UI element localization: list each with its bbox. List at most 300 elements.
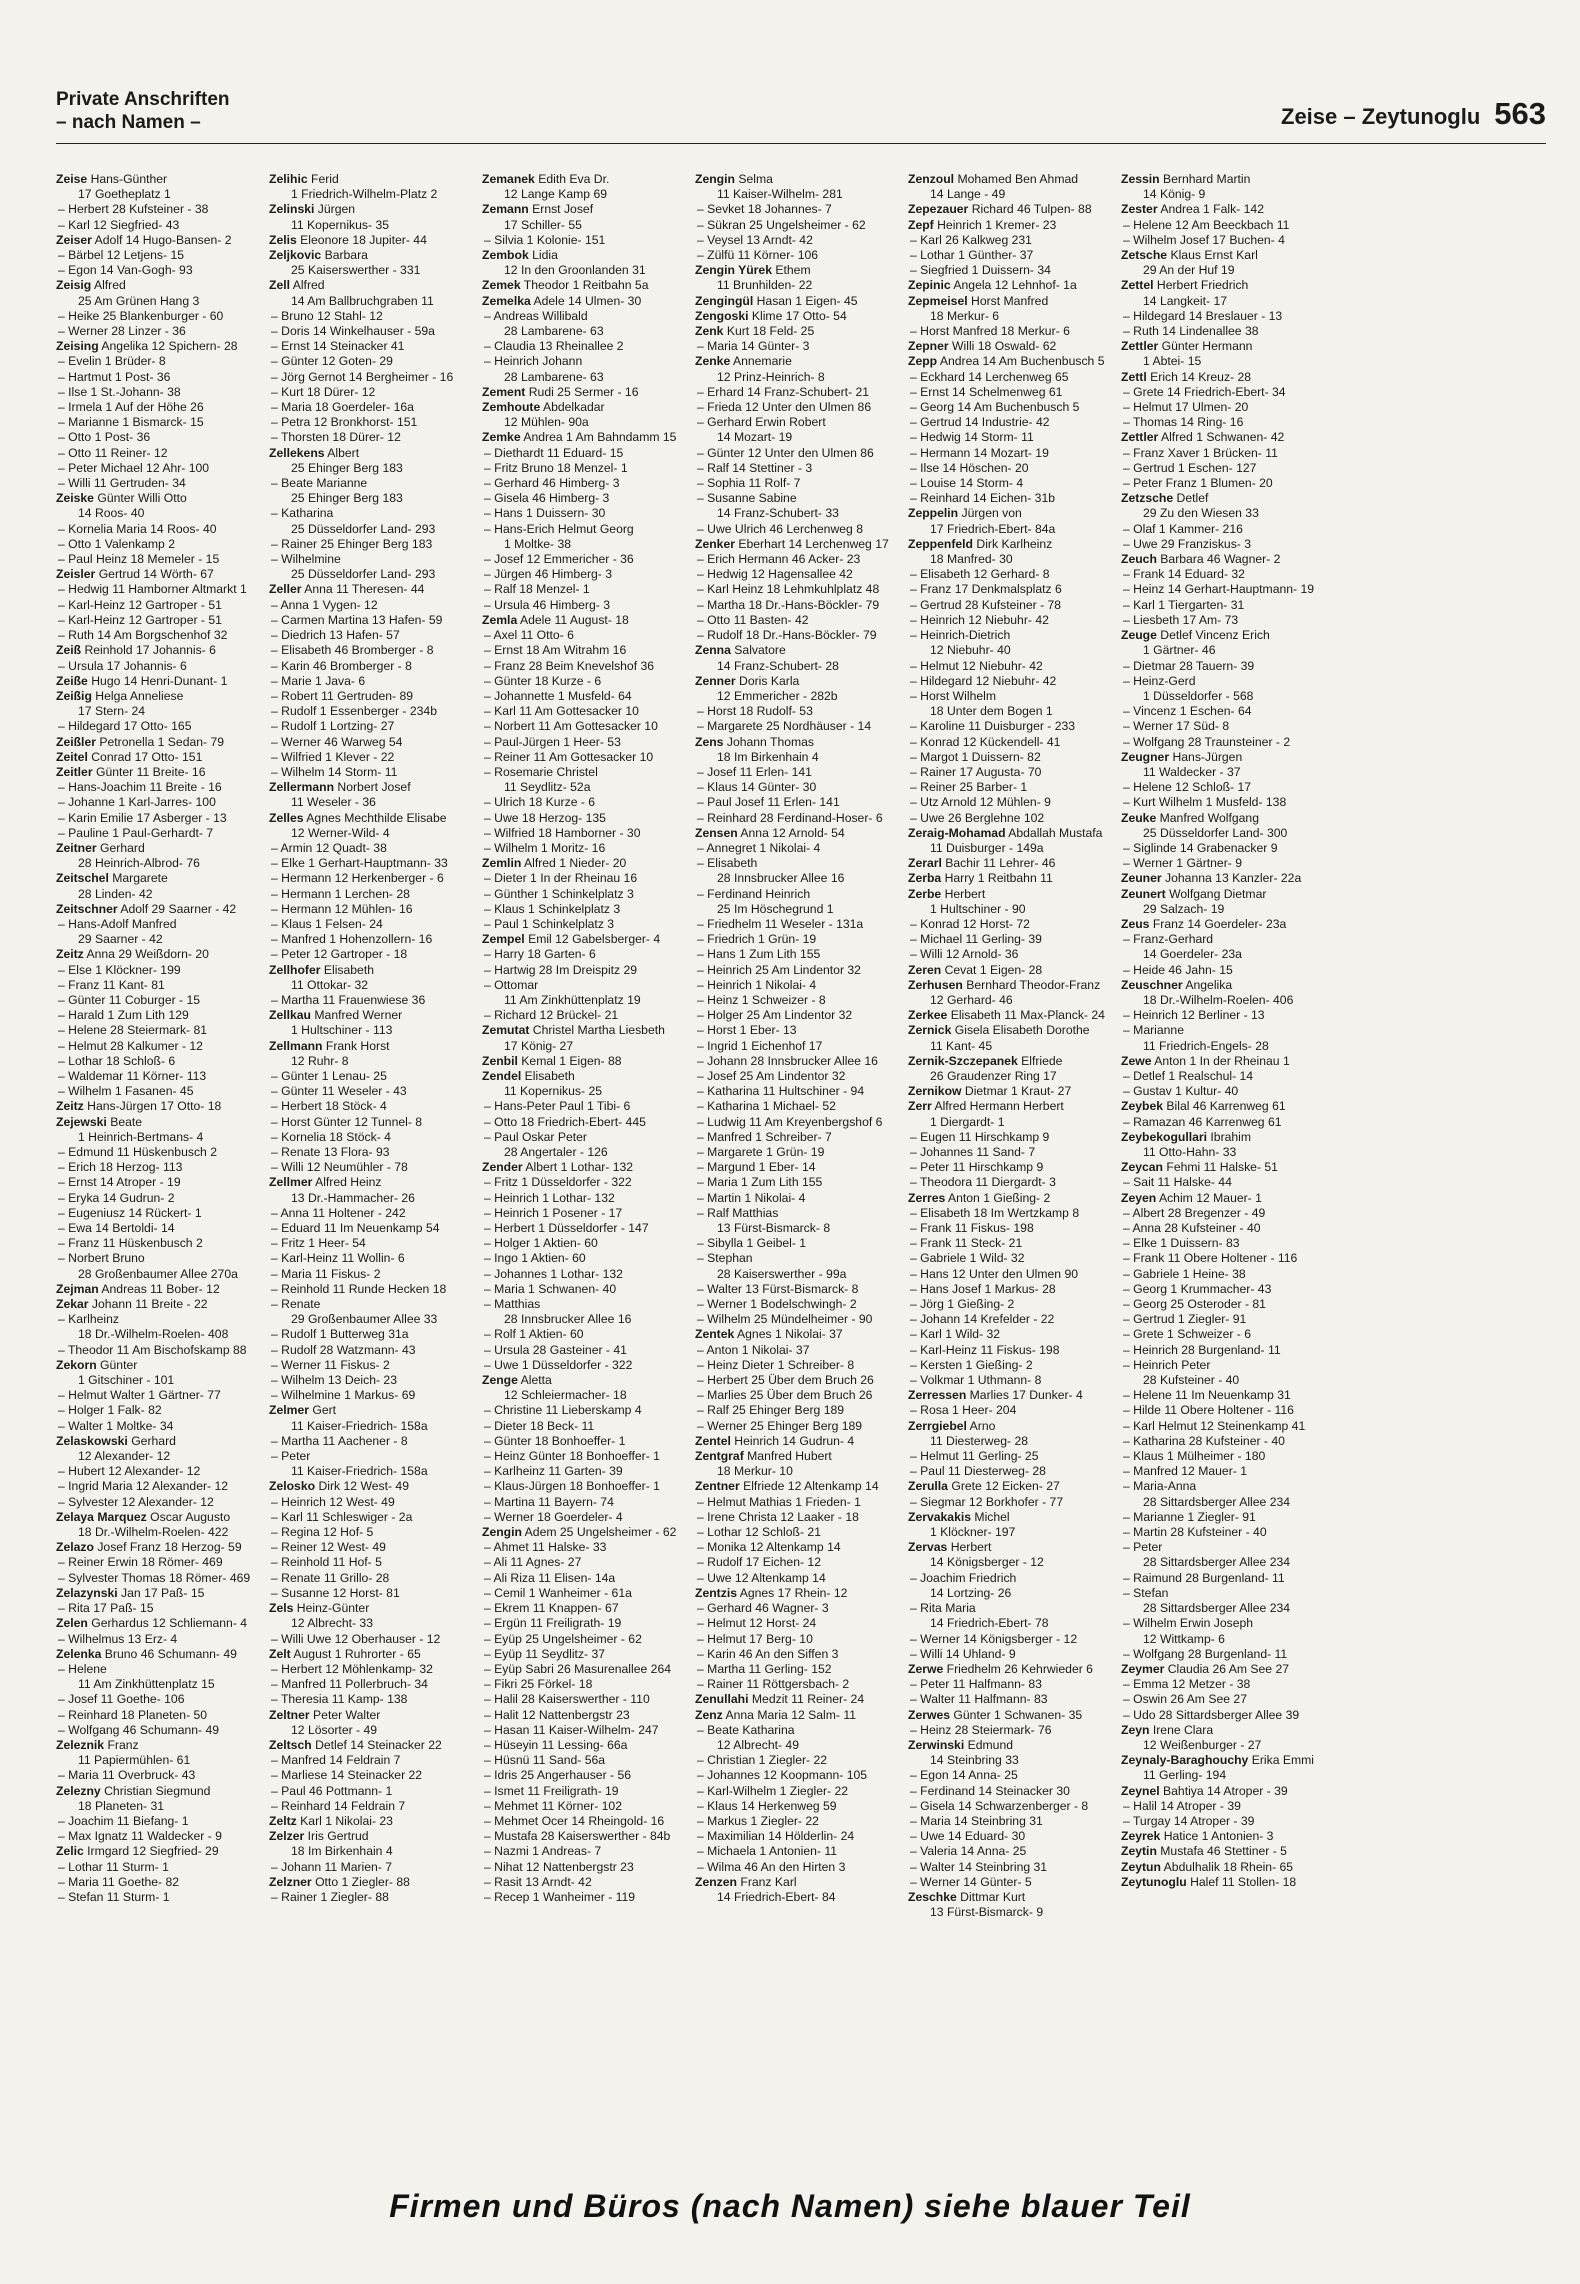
surname: Zettl	[1121, 369, 1147, 384]
surname-entry	[1121, 278, 1334, 293]
family-entry	[56, 1814, 269, 1829]
entry-text: – Johannes 11 Sand- 7	[910, 1145, 1036, 1159]
address-continuation	[1121, 947, 1334, 962]
entry-text: – Emma 12 Metzer - 38	[1123, 1677, 1251, 1692]
surname-entry	[269, 1601, 482, 1616]
entry-text: – Udo 28 Sittardsberger Allee 39	[1123, 1707, 1300, 1722]
surname: Zelihic	[269, 172, 308, 186]
family-entry	[1121, 1388, 1334, 1403]
entry-text: Adele 11 August- 18	[519, 612, 629, 627]
address-continuation	[269, 522, 482, 537]
entry-text: 25 Ehinger Berg 183	[291, 491, 403, 506]
family-entry	[908, 1297, 1121, 1312]
family-entry	[908, 476, 1121, 491]
family-entry	[269, 598, 482, 613]
entry-text: – Klaus-Jürgen 18 Bonhoeffer- 1	[484, 1479, 660, 1494]
family-entry	[1121, 1312, 1334, 1327]
family-entry	[482, 1860, 695, 1875]
family-entry	[1121, 1084, 1334, 1099]
entry-text: 14 König- 9	[1143, 187, 1206, 202]
entry-text: 1 Heinrich-Bertmans- 4	[78, 1129, 204, 1144]
family-entry	[1121, 1449, 1334, 1464]
entry-text: Gerhardus 12 Schliemann- 4	[91, 1616, 248, 1631]
family-entry	[56, 248, 269, 263]
entry-text: – Veysel 13 Arndt- 42	[697, 232, 813, 247]
entry-text: 29 An der Huf 19	[1143, 263, 1235, 278]
address-continuation	[1121, 1632, 1334, 1647]
entry-text: – Hildegard 12 Niebuhr- 42	[910, 673, 1057, 688]
family-entry	[908, 719, 1121, 734]
entry-text: – Willi 11 Gertruden- 34	[58, 476, 186, 491]
surname-entry	[1121, 1784, 1334, 1799]
entry-text: – Gabriele 1 Wild- 32	[910, 1251, 1025, 1266]
entry-text: – Uwe Ulrich 46 Lerchenweg 8	[697, 521, 863, 536]
family-entry	[695, 1784, 908, 1799]
entry-text: – Rudolf 28 Watzmann- 43	[271, 1342, 416, 1357]
entry-text: – Ramazan 46 Karrenweg 61	[1123, 1114, 1282, 1129]
surname: Zelaskowski	[56, 1433, 128, 1448]
family-entry	[908, 400, 1121, 415]
entry-text: – Katharina 28 Kufsteiner - 40	[1123, 1433, 1285, 1448]
surname: Zeytin	[1121, 1844, 1157, 1859]
family-entry	[695, 1571, 908, 1586]
entry-text: Adolf 29 Saarner - 42	[120, 901, 237, 916]
family-entry	[269, 993, 482, 1008]
surname: Zetzsche	[1121, 491, 1174, 506]
address-continuation	[908, 902, 1121, 917]
surname: Zenk	[695, 324, 724, 339]
family-entry	[482, 1236, 695, 1251]
entry-text: – Maria 11 Fiskus- 2	[271, 1266, 381, 1281]
entry-text: 18 Merkur- 6	[930, 308, 1000, 323]
family-entry	[695, 1632, 908, 1647]
entry-text: – Eyüp Sabri 26 Masurenallee 264	[484, 1661, 671, 1676]
family-entry	[482, 1130, 695, 1145]
surname: Zeytun	[1121, 1859, 1161, 1874]
surname: Zerulla	[908, 1479, 948, 1494]
surname: Zell	[269, 278, 290, 293]
surname-entry	[56, 689, 269, 704]
entry-text: 14 Friedrich-Ebert- 78	[930, 1616, 1049, 1631]
entry-text: 17 Schiller- 55	[504, 217, 582, 232]
surname-entry	[1121, 202, 1334, 217]
entry-text: – Otto 1 Post- 36	[58, 430, 151, 445]
entry-text: – Maria 1 Zum Lith 155	[697, 1175, 823, 1190]
family-entry	[482, 735, 695, 750]
surname: Zenge	[482, 1373, 518, 1388]
entry-text: Willi 18 Oswald- 62	[952, 339, 1057, 354]
family-entry	[482, 1708, 695, 1723]
family-entry	[269, 1160, 482, 1175]
entry-text: 29 Salzach- 19	[1143, 901, 1225, 916]
entry-text: 12 Alexander- 12	[78, 1449, 171, 1464]
section-title: Private Anschriften	[56, 89, 230, 110]
surname-entry	[482, 385, 695, 400]
family-entry	[695, 1647, 908, 1662]
family-entry	[56, 719, 269, 734]
family-entry	[482, 1601, 695, 1616]
entry-text: – Helene 12 Am Beeckbach 11	[1123, 217, 1290, 232]
surname-entry	[269, 780, 482, 795]
address-continuation	[1121, 826, 1334, 841]
surname-entry	[695, 643, 908, 658]
family-entry	[695, 993, 908, 1008]
surname-entry	[269, 1647, 482, 1662]
entry-text: 28 Linden- 42	[78, 886, 153, 901]
entry-text: Michel	[974, 1509, 1010, 1524]
entry-text: – Rainer 1 Ziegler- 88	[271, 1889, 389, 1904]
entry-text: Barbara 46 Wagner- 2	[1160, 552, 1281, 567]
family-entry	[908, 1327, 1121, 1342]
entry-text: Dittmar Kurt	[960, 1889, 1026, 1904]
entry-text: – Halit 12 Nattenbergstr 23	[484, 1707, 630, 1722]
address-continuation	[1121, 643, 1334, 658]
entry-text: Alfred	[292, 278, 325, 293]
surname-entry	[269, 1403, 482, 1418]
entry-text: – Hermann 12 Herkenberger - 6	[271, 871, 444, 886]
surname-entry	[56, 1434, 269, 1449]
address-continuation	[908, 1525, 1121, 1540]
entry-text: – Fikri 25 Förkel- 18	[484, 1677, 593, 1692]
address-continuation	[56, 1267, 269, 1282]
family-entry	[482, 689, 695, 704]
entry-text: – Karl 26 Kalkweg 231	[910, 232, 1032, 247]
entry-text: – Heinrich 25 Am Lindentor 32	[697, 962, 861, 977]
family-entry	[1121, 1708, 1334, 1723]
address-continuation	[269, 1723, 482, 1738]
address-continuation	[908, 187, 1121, 202]
family-entry	[482, 1175, 695, 1190]
entry-text: – Otto 1 Valenkamp 2	[58, 536, 175, 551]
entry-text: – Robert 11 Gertruden- 89	[271, 688, 414, 703]
entry-text: – Wilhelm Erwin Joseph	[1123, 1616, 1254, 1631]
entry-text: – Karin 46 An den Siffen 3	[697, 1646, 839, 1661]
entry-text: – Karl-Wilhelm 1 Ziegler- 22	[697, 1783, 849, 1798]
entry-text: – Utz Arnold 12 Mühlen- 9	[910, 795, 1051, 810]
entry-text: – Wilfried 1 Klever - 22	[271, 749, 395, 764]
address-continuation	[56, 1373, 269, 1388]
entry-text: Edith Eva Dr.	[538, 172, 610, 186]
surname-entry	[269, 233, 482, 248]
surname-entry	[269, 446, 482, 461]
family-entry	[1121, 522, 1334, 537]
address-continuation	[1121, 1373, 1334, 1388]
entry-text: – Reinhard 14 Eichen- 31b	[910, 491, 1055, 506]
surname-entry	[56, 567, 269, 582]
surname-entry	[56, 1510, 269, 1525]
surname: Zerwes	[908, 1707, 951, 1722]
entry-text: – Gertrud 1 Eschen- 127	[1123, 460, 1257, 475]
entry-text: Achim 12 Mauer- 1	[1158, 1190, 1262, 1205]
surname: Zeißler	[56, 734, 96, 749]
family-entry	[1121, 795, 1334, 810]
entry-text: – Peter	[1123, 1540, 1163, 1555]
entry-text: – Rosa 1 Heer- 204	[910, 1403, 1017, 1418]
entry-text: – Rudolf 17 Eichen- 12	[697, 1555, 821, 1570]
entry-text: – Erich Hermann 46 Acker- 23	[697, 552, 861, 567]
family-entry	[269, 1358, 482, 1373]
entry-text: – Ewa 14 Bertoldi- 14	[58, 1221, 175, 1236]
entry-text: – Rainer 25 Ehinger Berg 183	[271, 536, 433, 551]
surname-entry	[1121, 339, 1334, 354]
entry-text: 14 Langkeit- 17	[1143, 293, 1228, 308]
family-entry	[482, 1358, 695, 1373]
entry-text: Salvatore	[734, 643, 786, 658]
family-entry	[695, 1844, 908, 1859]
family-entry	[56, 826, 269, 841]
family-entry	[908, 1358, 1121, 1373]
family-entry	[482, 947, 695, 962]
family-entry	[1121, 309, 1334, 324]
family-entry	[482, 750, 695, 765]
family-entry	[269, 719, 482, 734]
family-entry	[1121, 1115, 1334, 1130]
entry-text: 11 Brunhilden- 22	[717, 278, 813, 293]
family-entry	[269, 1297, 482, 1312]
entry-text: Ethem	[775, 263, 811, 278]
entry-text: Adolf 14 Hugo-Bansen- 2	[94, 232, 232, 247]
family-entry	[695, 491, 908, 506]
family-entry	[1121, 1434, 1334, 1449]
entry-text: Anna Maria 12 Salm- 11	[725, 1707, 856, 1722]
family-entry	[482, 1343, 695, 1358]
family-entry	[908, 461, 1121, 476]
surname: Zenzoul	[908, 172, 955, 186]
entry-text: – Sükran 25 Ungelsheimer - 62	[697, 217, 866, 232]
family-entry	[56, 1023, 269, 1038]
entry-text: – Annegret 1 Nikolai- 4	[697, 840, 821, 855]
address-continuation	[269, 1844, 482, 1859]
family-entry	[695, 202, 908, 217]
surname-entry	[908, 826, 1121, 841]
surname: Zeltz	[269, 1813, 297, 1828]
address-continuation	[56, 1799, 269, 1814]
surname: Zellkau	[269, 1008, 311, 1023]
entry-text: – Ursula 46 Himberg- 3	[484, 597, 610, 612]
surname: Zeppelin	[908, 506, 959, 521]
entry-text: – Margund 1 Eber- 14	[697, 1160, 816, 1175]
entry-text: – Uwe 12 Altenkamp 14	[697, 1570, 826, 1585]
family-entry	[56, 1662, 269, 1677]
entry-text: 12 Schleiermacher- 18	[504, 1388, 627, 1403]
surname: Zeiske	[56, 491, 94, 506]
family-entry	[269, 947, 482, 962]
entry-text: – Manfred 12 Mauer- 1	[1123, 1464, 1247, 1479]
surname-entry	[908, 1191, 1121, 1206]
entry-text: – Bärbel 12 Letjens- 15	[58, 248, 185, 263]
entry-text: – Albert 28 Bregenzer - 49	[1123, 1205, 1266, 1220]
family-entry	[1121, 659, 1334, 674]
entry-text: – Raimund 28 Burgenland- 11	[1123, 1570, 1285, 1585]
entry-text: 1 Hultschiner - 90	[930, 901, 1026, 916]
entry-text: 29 Saarner - 42	[78, 932, 163, 947]
entry-text: Klime 17 Otto- 54	[751, 308, 847, 323]
family-entry	[695, 1677, 908, 1692]
family-entry	[56, 430, 269, 445]
entry-text: – Elke 1 Duissern- 83	[1123, 1236, 1240, 1251]
entry-text: 28 Sittardsberger Allee 234	[1143, 1555, 1291, 1570]
entry-text: Dirk 12 West- 49	[318, 1479, 409, 1494]
surname: Zemutat	[482, 1023, 530, 1038]
entry-text: – Karl Heinz 18 Lehmkuhlplatz 48	[697, 582, 880, 597]
entry-text: – Sevket 18 Johannes- 7	[697, 202, 832, 217]
surname-entry	[269, 1708, 482, 1723]
family-entry	[482, 354, 695, 369]
entry-text: – Gerhard 46 Wagner- 3	[697, 1601, 829, 1616]
family-entry	[482, 978, 695, 993]
surname-entry	[908, 1023, 1121, 1038]
surname: Zerrgiebel	[908, 1418, 967, 1433]
entry-text: – Theodora 11 Diergardt- 3	[910, 1175, 1056, 1190]
surname: Zengin	[695, 172, 735, 186]
family-entry	[482, 1419, 695, 1434]
surname-entry	[695, 826, 908, 841]
address-continuation	[482, 993, 695, 1008]
family-entry	[1121, 1586, 1334, 1601]
address-continuation	[908, 522, 1121, 537]
family-entry	[56, 263, 269, 278]
address-continuation	[269, 263, 482, 278]
entry-text: Oscar Augusto	[150, 1509, 231, 1524]
surname-entry	[908, 1738, 1121, 1753]
surname: Zels	[269, 1601, 294, 1616]
entry-text: – Peter 11 Hirschkamp 9	[910, 1160, 1044, 1175]
entry-text: – Renate 13 Flora- 93	[271, 1145, 390, 1159]
entry-text: – Heinrich 12 West- 49	[271, 1494, 395, 1509]
entry-text: 11 Otto-Hahn- 33	[1143, 1145, 1237, 1159]
family-entry	[56, 1632, 269, 1647]
entry-text: – Hüseyin 11 Lessing- 66a	[484, 1737, 628, 1752]
entry-text: – Reinhold 11 Hof- 5	[271, 1555, 382, 1570]
entry-text: 18 Unter dem Bogen 1	[930, 704, 1053, 719]
surname: Zervakakis	[908, 1509, 972, 1524]
entry-text: 11 Papiermühlen- 61	[78, 1753, 191, 1768]
surname: Zeltsch	[269, 1737, 312, 1752]
family-entry	[908, 1130, 1121, 1145]
surname-entry	[695, 309, 908, 324]
entry-text: – Nazmi 1 Andreas- 7	[484, 1844, 602, 1859]
surname: Zemla	[482, 612, 518, 627]
surname-entry	[56, 902, 269, 917]
entry-text: – Karl 11 Am Gottesacker 10	[484, 704, 639, 719]
entry-text: – Anna 11 Holtener - 242	[271, 1205, 406, 1220]
family-entry	[56, 1890, 269, 1905]
entry-text: – Hermann 14 Mozart- 19	[910, 445, 1049, 460]
family-entry	[695, 1495, 908, 1510]
family-entry	[695, 1799, 908, 1814]
entry-text: – Frank 11 Steck- 21	[910, 1236, 1023, 1251]
family-entry	[56, 446, 269, 461]
family-entry	[269, 887, 482, 902]
entry-text: Detlef	[1176, 491, 1209, 506]
entry-text: – Konrad 12 Kückendell- 41	[910, 734, 1061, 749]
entry-text: 12 Weißenburger - 27	[1143, 1737, 1262, 1752]
entry-text: Ibrahim	[1210, 1129, 1252, 1144]
family-entry	[269, 1373, 482, 1388]
family-entry	[269, 917, 482, 932]
entry-text: 13 Fürst-Bismarck- 8	[717, 1221, 831, 1236]
surname-entry	[269, 1875, 482, 1890]
surname-entry	[908, 1662, 1121, 1677]
address-continuation	[908, 1586, 1121, 1601]
entry-text: – Horst Wilhelm	[910, 688, 997, 703]
surname: Zettel	[1121, 278, 1154, 293]
family-entry	[908, 263, 1121, 278]
address-continuation	[908, 1905, 1121, 1920]
surname: Zeitner	[56, 840, 97, 855]
entry-text: – Erich 18 Herzog- 113	[58, 1160, 183, 1175]
entry-text: – Franz-Gerhard	[1123, 932, 1214, 947]
address-continuation	[908, 1115, 1121, 1130]
surname-entry	[56, 1540, 269, 1555]
family-entry	[56, 537, 269, 552]
entry-text: Alfred 1 Schwanen- 42	[1160, 430, 1285, 445]
entry-text: – Volkmar 1 Uthmann- 8	[910, 1373, 1042, 1388]
entry-text: – Friedrich 1 Grün- 19	[697, 932, 817, 947]
surname: Zeiser	[56, 232, 92, 247]
family-entry	[908, 628, 1121, 643]
entry-text: 1 Düsseldorfer - 568	[1143, 688, 1254, 703]
entry-text: – Georg 1 Krummacher- 43	[1123, 1281, 1272, 1296]
entry-text: 11 Kaiser-Friedrich- 158a	[291, 1418, 428, 1433]
address-continuation	[269, 1023, 482, 1038]
entry-text: – Günther 1 Schinkelplatz 3	[484, 886, 634, 901]
family-entry	[908, 567, 1121, 582]
surname: Zement	[482, 384, 526, 399]
surname-entry	[908, 963, 1121, 978]
entry-text: 28 Lambarene- 63	[504, 369, 604, 384]
entry-text: – Heinrich 1 Nikolai- 4	[697, 977, 817, 992]
entry-text: – Maximilian 14 Hölderlin- 24	[697, 1829, 855, 1844]
family-entry	[908, 1601, 1121, 1616]
family-entry	[908, 1221, 1121, 1236]
entry-text: – Fritz Bruno 18 Menzel- 1	[484, 460, 628, 475]
surname-entry	[695, 537, 908, 552]
entry-text: – Ingrid 1 Eichenhof 17	[697, 1038, 823, 1053]
surname: Zepezauer	[908, 202, 969, 217]
family-entry	[482, 719, 695, 734]
entry-text: – Hartwig 28 Im Dreispitz 29	[484, 962, 638, 977]
family-entry	[1121, 1327, 1334, 1342]
entry-text: – Heinz 14 Gerhart-Hauptmann- 19	[1123, 582, 1315, 597]
entry-text: Annemarie	[732, 354, 792, 369]
family-entry	[269, 537, 482, 552]
family-entry	[482, 811, 695, 826]
entry-text: – Johann 11 Marien- 7	[271, 1859, 393, 1874]
entry-text: – Hartmut 1 Post- 36	[58, 369, 171, 384]
surname-entry	[1121, 887, 1334, 902]
entry-text: Barbara	[324, 248, 368, 263]
family-entry	[695, 1069, 908, 1084]
family-entry	[482, 963, 695, 978]
address-continuation	[908, 309, 1121, 324]
entry-text: Hasan 1 Eigen- 45	[756, 293, 858, 308]
surname: Zester	[1121, 202, 1158, 217]
surname-entry	[56, 947, 269, 962]
family-entry	[269, 1784, 482, 1799]
entry-text: 11 Weseler - 36	[291, 795, 376, 810]
family-entry	[482, 1403, 695, 1418]
surname: Zeuner	[1121, 871, 1162, 886]
family-entry	[269, 1099, 482, 1114]
family-entry	[482, 1282, 695, 1297]
family-entry	[56, 1160, 269, 1175]
surname-entry	[1121, 871, 1334, 886]
family-entry	[56, 476, 269, 491]
entry-text: – Hilde 11 Obere Holtener - 116	[1123, 1403, 1294, 1418]
surname-entry	[1121, 1723, 1334, 1738]
family-entry	[1121, 218, 1334, 233]
